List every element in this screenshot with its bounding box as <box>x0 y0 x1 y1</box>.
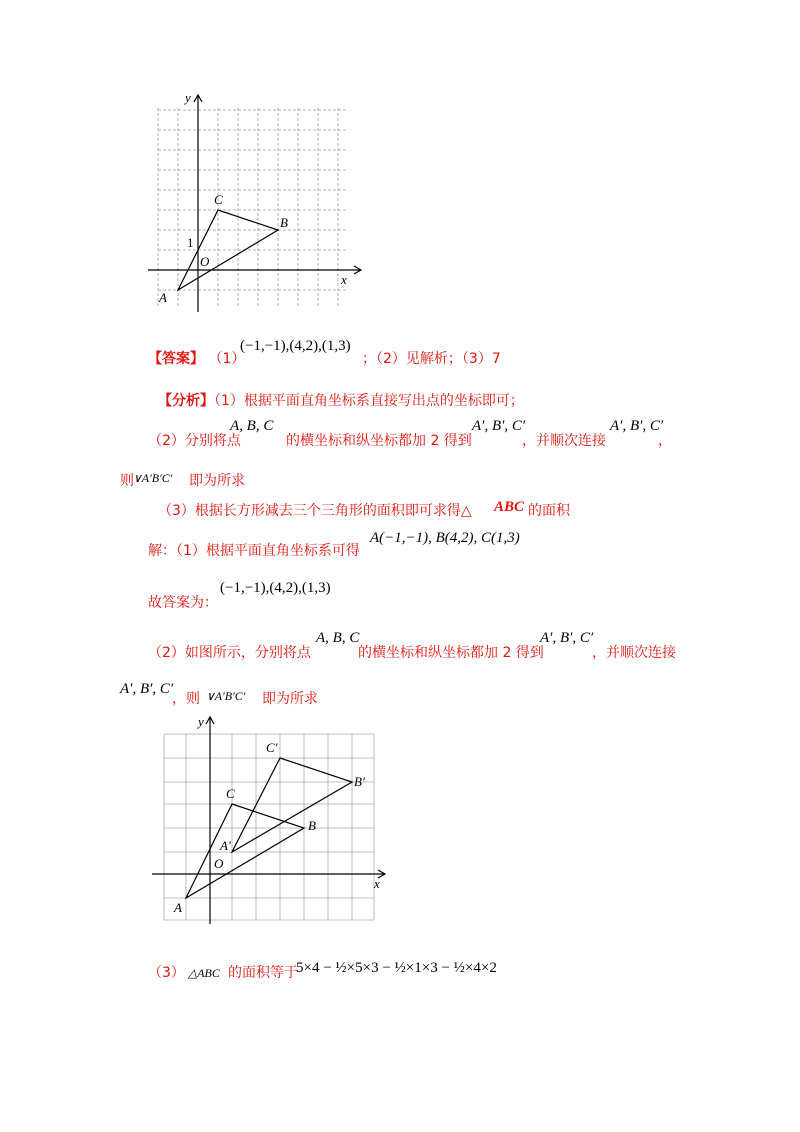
label-ap: A′ <box>220 838 231 853</box>
grid-1 <box>158 108 348 306</box>
answer-coords: (−1,−1),(4,2),(1,3) <box>240 338 351 354</box>
triangle-abc-2 <box>186 804 304 898</box>
analysis-triangle: ABC <box>494 499 525 515</box>
label-c-2: C <box>226 786 235 801</box>
answer-rest: ；（2）见解析；（3）7 <box>362 351 501 367</box>
solution-triangle-prime: ∨A′B′C′ <box>206 689 246 703</box>
answer-line <box>148 348 245 368</box>
solution-line-4b: 即为所求 <box>262 691 318 707</box>
solution-line-5a: （3） <box>148 965 185 981</box>
solution-points-prime: A′, B′, C′ <box>540 630 594 646</box>
analysis-line-2d: ， <box>658 433 672 449</box>
solution-line-2a: 故答案为： <box>148 595 218 611</box>
answer-label: 【答案】 <box>148 351 204 367</box>
analysis-points: A, B, C <box>230 418 274 434</box>
label-c: C <box>214 192 223 207</box>
axes-1 <box>148 95 361 312</box>
label-o: O <box>200 254 210 269</box>
analysis-triangle-prime: ∨A′B′C′ <box>133 471 173 485</box>
analysis-line-2c: ，并顺次连接 <box>522 433 606 449</box>
analysis-line-2a: （2）分别将点 <box>148 433 241 449</box>
label-one: 1 <box>187 235 194 250</box>
solution-area-expression: 5×4 − ½×5×3 − ½×1×3 − ½×4×2 <box>296 960 497 976</box>
solution-line-1-math: A(−1,−1), B(4,2), C(1,3) <box>370 530 520 546</box>
triangle-abc-prime <box>232 758 352 852</box>
axis-y-label-2: y <box>198 714 204 729</box>
label-cp: C′ <box>266 740 278 755</box>
label-o-2: O <box>214 856 224 871</box>
solution-line-3a: （2）如图所示，分别将点 <box>148 645 311 661</box>
analysis-points-prime-2: A′, B′, C′ <box>610 418 664 434</box>
axis-y-label: y <box>185 90 191 105</box>
label-b-2: B <box>308 818 316 833</box>
label-bp: B′ <box>354 774 365 789</box>
label-a-2: A <box>174 900 182 915</box>
solution-line-2-math: (−1,−1),(4,2),(1,3) <box>220 580 331 596</box>
analysis-line-3b: 即为所求 <box>189 473 245 489</box>
analysis-line-4b-text: 的面积 <box>528 503 570 519</box>
answer-part1: （1） <box>208 351 246 367</box>
solution-line-4a: ，则 <box>172 691 200 707</box>
solution-line-1a: 解：（1）根据平面直角坐标系可得 <box>148 543 360 559</box>
solution-line-3b: 的横坐标和纵坐标都加 2 得到 <box>358 645 544 661</box>
coordinate-figure-1 <box>148 90 370 315</box>
analysis-line-2b: 的横坐标和纵坐标都加 2 得到 <box>286 433 472 449</box>
solution-points: A, B, C <box>316 630 360 646</box>
analysis-points-prime: A′, B′, C′ <box>472 418 526 434</box>
solution-line-4-math: A′, B′, C′ <box>120 681 174 697</box>
analysis-line-4a: （3）根据长方形减去三个三角形的面积即可求得△ <box>158 503 472 519</box>
label-a: A <box>159 290 167 305</box>
coordinate-figure-2 <box>150 712 390 927</box>
solution-line-3c: ，并顺次连接 <box>592 645 676 661</box>
analysis-label: 【分析】 <box>158 393 214 409</box>
axis-x-label: x <box>341 272 347 287</box>
solution-triangle-small: △ABC <box>188 966 220 980</box>
solution-line-5b: 的面积等于 <box>228 965 298 981</box>
analysis-text-1: （1）根据平面直角坐标系直接写出点的坐标即可； <box>214 393 524 409</box>
analysis-line-3a: 则 <box>120 473 134 489</box>
analysis-line-1 <box>158 390 524 410</box>
axis-x-label-2: x <box>374 876 380 891</box>
label-b: B <box>280 215 288 230</box>
